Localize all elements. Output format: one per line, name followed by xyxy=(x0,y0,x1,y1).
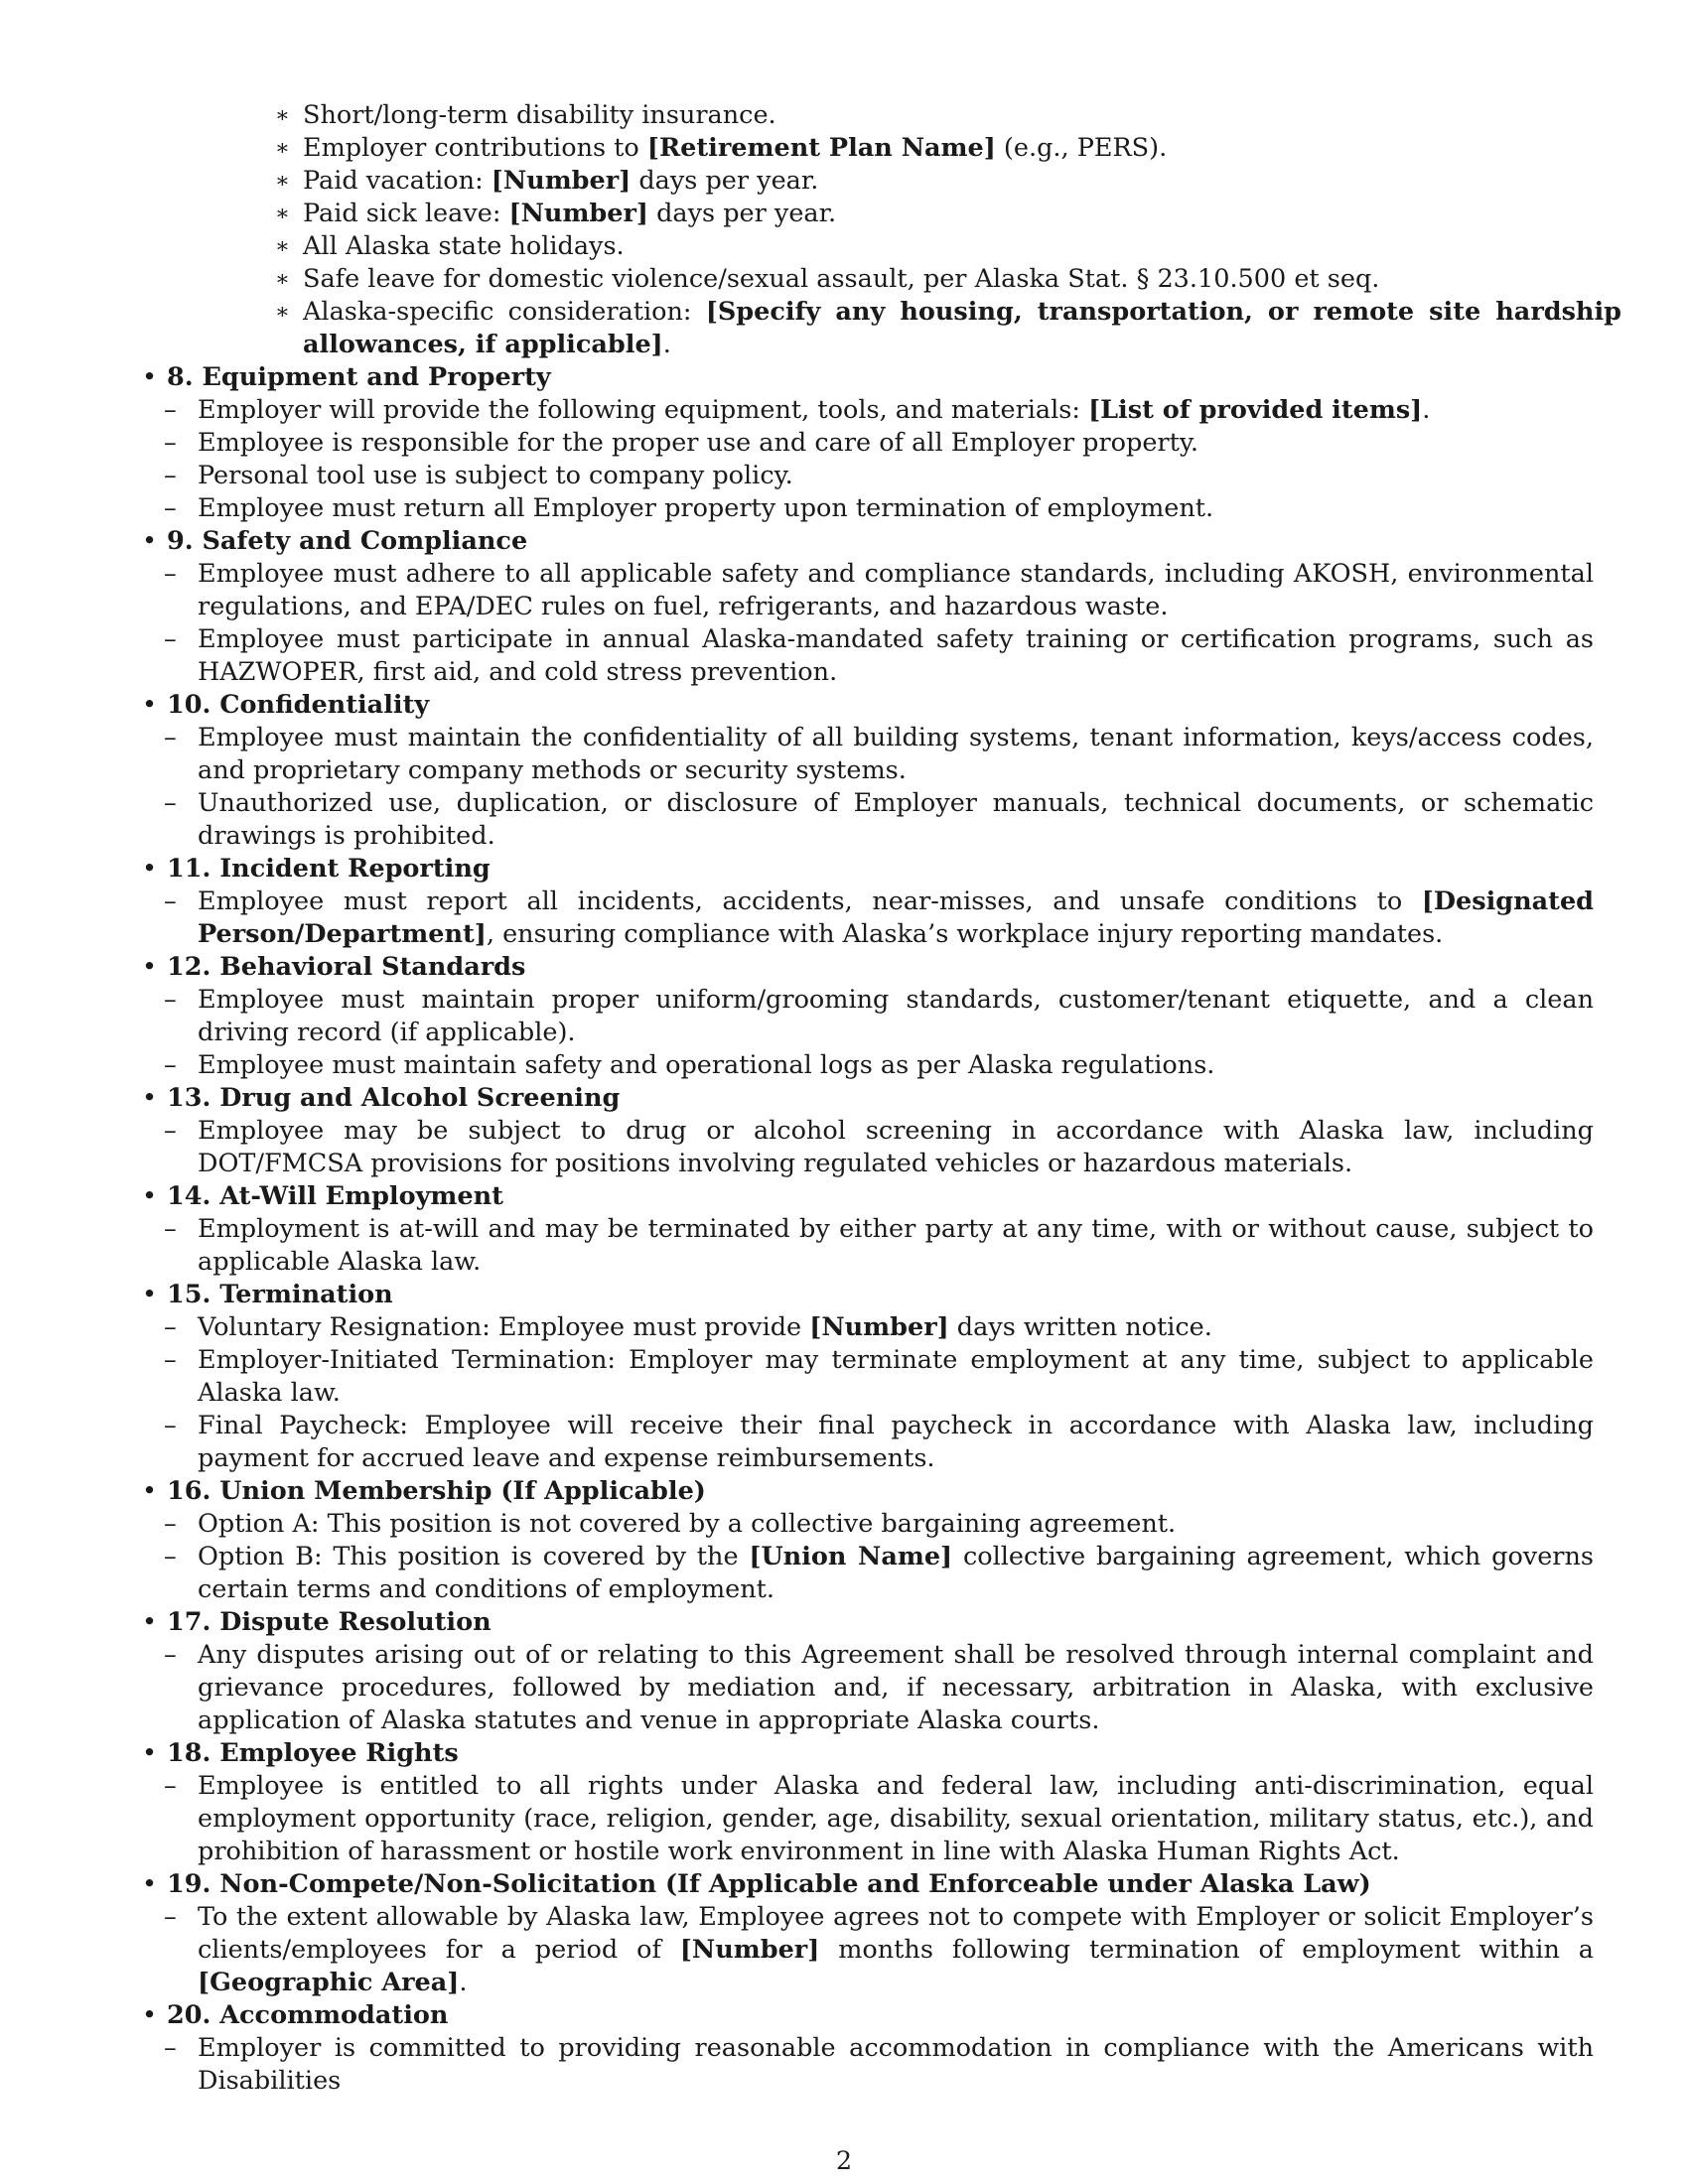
section-title: 16. Union Membership (If Applicable) xyxy=(167,1476,706,1506)
bullet-marker: • xyxy=(142,690,158,720)
section-title: 14. At-Will Employment xyxy=(167,1181,503,1211)
dash-marker: – xyxy=(164,1050,177,1080)
section-item xyxy=(164,460,1594,492)
asterisk-marker: ∗ xyxy=(275,234,290,259)
asterisk-marker: ∗ xyxy=(275,202,290,226)
section-item xyxy=(164,984,1594,1049)
section-title: 12. Behavioral Standards xyxy=(167,952,526,982)
section-item xyxy=(164,886,1594,951)
placeholder-field: [Union Name] xyxy=(749,1542,953,1571)
dash-marker: – xyxy=(164,1640,177,1670)
benefit-text xyxy=(303,199,836,228)
benefit-item xyxy=(273,263,1621,296)
section-title: 15. Termination xyxy=(167,1280,393,1309)
section-item xyxy=(164,394,1594,427)
section-title: 18. Employee Rights xyxy=(167,1738,459,1768)
text-run: Employee must adhere to all applicable safety and compliance standards, including AKOSH, environmental regulations, and EPA/DEC rules on fuel, refrigerants, and hazardous waste. xyxy=(198,559,1594,621)
text-run: collective bargaining agreement, which governs certain terms and conditions of employment. xyxy=(198,1542,1595,1604)
item-text xyxy=(198,395,1430,425)
text-run: Employer is committed to providing reasonable accommodation in compliance with the Americans with Disabilities xyxy=(198,2033,1594,2096)
dash-marker: – xyxy=(164,1542,177,1571)
placeholder-field: [Number] xyxy=(508,199,648,228)
placeholder-field: [Designated Person/Department] xyxy=(198,887,1594,949)
bullet-marker: • xyxy=(142,362,158,392)
item-text xyxy=(198,723,1594,785)
benefit-text xyxy=(303,297,1621,359)
item-text xyxy=(198,1116,1594,1178)
placeholder-field: [List of provided items] xyxy=(1088,395,1423,425)
bullet-marker: • xyxy=(142,2000,158,2030)
section xyxy=(134,1606,1589,1639)
item-text xyxy=(198,1542,1594,1604)
benefit-text xyxy=(303,264,1379,294)
section xyxy=(134,951,1589,984)
text-run: Employment is at-will and may be terminated by either party at any time, with or without cause, subject to applicable Alaska law. xyxy=(198,1214,1594,1277)
benefit-item xyxy=(273,296,1621,361)
text-run: Option B: This position is covered by the xyxy=(198,1542,750,1571)
placeholder-field: [Geographic Area] xyxy=(198,1968,460,1997)
text-run: Unauthorized use, duplication, or disclosure of Employer manuals, technical documents, or schematic drawings is prohibited. xyxy=(198,788,1594,851)
text-run: . xyxy=(1422,395,1431,425)
item-text xyxy=(198,559,1594,621)
dash-marker: – xyxy=(164,723,177,752)
asterisk-marker: ∗ xyxy=(275,267,290,292)
bullet-marker: • xyxy=(142,854,158,884)
text-run: Final Paycheck: Employee will receive their final paycheck in accordance with Alaska law, including payment for accrued leave and expense reimbursements. xyxy=(198,1411,1594,1473)
section-title: 19. Non-Compete/Non-Solicitation (If Applicable and Enforceable under Alaska Law) xyxy=(167,1869,1371,1899)
text-run: Personal tool use is subject to company policy. xyxy=(198,461,793,490)
dash-marker: – xyxy=(164,624,177,654)
placeholder-field: [Number] xyxy=(679,1935,820,1965)
benefit-item xyxy=(273,230,1621,263)
text-run: . xyxy=(662,330,671,359)
dash-marker: – xyxy=(164,1214,177,1244)
section xyxy=(134,525,1589,558)
placeholder-field: [Number] xyxy=(491,166,632,196)
dash-marker: – xyxy=(164,1509,177,1539)
section-item xyxy=(164,1410,1594,1475)
text-run: Employee must maintain the confidentiality of all building systems, tenant information, keys/access codes, and proprietary company methods or security systems. xyxy=(198,723,1594,785)
text-run: Employee must return all Employer property upon termination of employment. xyxy=(198,493,1214,523)
section-item xyxy=(164,1213,1594,1279)
dash-marker: – xyxy=(164,1771,177,1801)
section-item xyxy=(164,1508,1594,1541)
text-run: Employer-Initiated Termination: Employer may terminate employment at any time, subject to applicable Alaska law. xyxy=(198,1345,1594,1408)
section-item xyxy=(164,1639,1594,1737)
section xyxy=(134,1180,1589,1213)
section-title: 20. Accommodation xyxy=(167,2000,449,2030)
item-text xyxy=(198,1640,1594,1735)
text-run: Employee is entitled to all rights under Alaska and federal law, including anti-discrimination, equal employment opportunity (race, religion, gender, age, disability, sexual orientation, military status, etc.), and prohibition of harassment or hostile work environment in line with Alaska Human Rights Act. xyxy=(198,1771,1594,1866)
benefit-text xyxy=(303,100,776,130)
benefit-item xyxy=(273,198,1621,230)
text-run: Employer will provide the following equipment, tools, and materials: xyxy=(198,395,1089,425)
section-title: 9. Safety and Compliance xyxy=(167,526,528,556)
text-run: Safe leave for domestic violence/sexual assault, per Alaska Stat. § 23.10.500 et seq. xyxy=(303,264,1380,294)
asterisk-marker: ∗ xyxy=(275,136,290,161)
dash-marker: – xyxy=(164,788,177,818)
document-body xyxy=(134,99,1621,2098)
section-title: 13. Drug and Alcohol Screening xyxy=(167,1083,621,1113)
item-text xyxy=(198,2033,1594,2096)
section xyxy=(134,689,1589,722)
bullet-marker: • xyxy=(142,1607,158,1637)
dash-marker: – xyxy=(164,461,177,490)
text-run: Employer contributions to xyxy=(303,133,647,163)
section-item xyxy=(164,1344,1594,1410)
text-run: Employee must report all incidents, accidents, near-misses, and unsafe conditions to xyxy=(198,887,1422,916)
section-item xyxy=(164,722,1594,787)
dash-marker: – xyxy=(164,1411,177,1440)
bullet-marker: • xyxy=(142,1476,158,1506)
dash-marker: – xyxy=(164,1902,177,1932)
text-run: Voluntary Resignation: Employee must provide xyxy=(198,1312,810,1342)
item-text xyxy=(198,1050,1214,1080)
item-text xyxy=(198,985,1594,1047)
dash-marker: – xyxy=(164,1116,177,1146)
text-run: Paid sick leave: xyxy=(303,199,509,228)
placeholder-field: [Retirement Plan Name] xyxy=(646,133,996,163)
text-run: All Alaska state holidays. xyxy=(303,231,625,261)
item-text xyxy=(198,1345,1594,1408)
text-run: To the extent allowable by Alaska law, Employee agrees not to compete with Employer or solicit Employer’s clients/employees for a period of xyxy=(198,1902,1594,1965)
section-item xyxy=(164,1901,1594,1999)
dash-marker: – xyxy=(164,1312,177,1342)
dash-marker: – xyxy=(164,887,177,916)
placeholder-field: [Number] xyxy=(809,1312,949,1342)
page-number: 2 xyxy=(835,2146,853,2176)
text-run: Employee is responsible for the proper use and care of all Employer property. xyxy=(198,428,1198,458)
dash-marker: – xyxy=(164,1345,177,1375)
item-text xyxy=(198,428,1198,458)
bullet-marker: • xyxy=(142,1083,158,1113)
dash-marker: – xyxy=(164,428,177,458)
item-text xyxy=(198,1312,1212,1342)
bullet-marker: • xyxy=(142,1280,158,1309)
text-run: Employee must participate in annual Alaska-mandated safety training or certification programs, such as HAZWOPER, first aid, and cold stress prevention. xyxy=(198,624,1594,687)
bullet-marker: • xyxy=(142,1869,158,1899)
section-title: 10. Confidentiality xyxy=(167,690,430,720)
bullet-marker: • xyxy=(142,1738,158,1768)
section xyxy=(134,1737,1589,1770)
asterisk-marker: ∗ xyxy=(275,169,290,194)
section-title: 11. Incident Reporting xyxy=(167,854,491,884)
text-run: Employee must maintain proper uniform/grooming standards, customer/tenant etiquette, and a clean driving record (if applicable). xyxy=(198,985,1594,1047)
item-text xyxy=(198,1214,1594,1277)
text-run: days per year. xyxy=(631,166,819,196)
asterisk-marker: ∗ xyxy=(275,300,290,325)
section-item xyxy=(164,427,1594,460)
text-run: . xyxy=(459,1968,468,1997)
section-item xyxy=(164,492,1594,525)
dash-marker: – xyxy=(164,985,177,1015)
asterisk-marker: ∗ xyxy=(275,103,290,128)
item-text xyxy=(198,1902,1594,1997)
benefit-item xyxy=(273,99,1621,132)
item-text xyxy=(198,887,1594,949)
text-run: (e.g., PERS). xyxy=(995,133,1168,163)
dash-marker: – xyxy=(164,493,177,523)
section xyxy=(134,1279,1589,1311)
text-run: Alaska-specific consideration: xyxy=(303,297,706,327)
section-title: 17. Dispute Resolution xyxy=(167,1607,492,1637)
item-text xyxy=(198,624,1594,687)
benefit-item xyxy=(273,132,1621,165)
text-run: Employee may be subject to drug or alcohol screening in accordance with Alaska law, including DOT/FMCSA provisions for positions involving regulated vehicles or hazardous materials. xyxy=(198,1116,1594,1178)
item-text xyxy=(198,1411,1594,1473)
section-item xyxy=(164,1311,1594,1344)
item-text xyxy=(198,788,1594,851)
section-title: 8. Equipment and Property xyxy=(167,362,551,392)
bullet-marker: • xyxy=(142,526,158,556)
section-item xyxy=(164,623,1594,689)
dash-marker: – xyxy=(164,2033,177,2063)
section xyxy=(134,853,1589,886)
text-run: months following termination of employment within a xyxy=(819,1935,1594,1965)
section xyxy=(134,1868,1589,1901)
text-run: Short/long-term disability insurance. xyxy=(303,100,776,130)
section xyxy=(134,1999,1589,2032)
section xyxy=(134,361,1589,394)
section-item xyxy=(164,1541,1594,1606)
item-text xyxy=(198,1771,1594,1866)
section-item xyxy=(164,1049,1594,1082)
section xyxy=(134,1475,1589,1508)
section-item xyxy=(164,558,1594,623)
section-item xyxy=(164,1770,1594,1868)
benefit-text xyxy=(303,166,818,196)
bullet-marker: • xyxy=(142,1181,158,1211)
item-text xyxy=(198,1509,1176,1539)
section-item xyxy=(164,2032,1594,2098)
text-run: days written notice. xyxy=(948,1312,1212,1342)
placeholder-field: [Specify any housing, transportation, or remote site hardship allowances, if applicable] xyxy=(303,297,1621,359)
dash-marker: – xyxy=(164,395,177,425)
benefit-text xyxy=(303,231,625,261)
text-run: , ensuring compliance with Alaska’s workplace injury reporting mandates. xyxy=(486,919,1444,949)
item-text xyxy=(198,461,793,490)
benefit-text xyxy=(303,133,1167,163)
section xyxy=(134,1082,1589,1115)
text-run: Any disputes arising out of or relating to this Agreement shall be resolved through internal complaint and grievance procedures, followed by mediation and, if necessary, arbitration in Alaska, with exclusive application of Alaska statutes and venue in appropriate Alaska courts. xyxy=(198,1640,1594,1735)
benefit-item xyxy=(273,165,1621,198)
text-run: days per year. xyxy=(647,199,837,228)
item-text xyxy=(198,493,1213,523)
section-item xyxy=(164,1115,1594,1180)
dash-marker: – xyxy=(164,559,177,589)
bullet-marker: • xyxy=(142,952,158,982)
text-run: Paid vacation: xyxy=(303,166,492,196)
text-run: Option A: This position is not covered by a collective bargaining agreement. xyxy=(198,1509,1177,1539)
text-run: Employee must maintain safety and operational logs as per Alaska regulations. xyxy=(198,1050,1215,1080)
section-item xyxy=(164,787,1594,853)
